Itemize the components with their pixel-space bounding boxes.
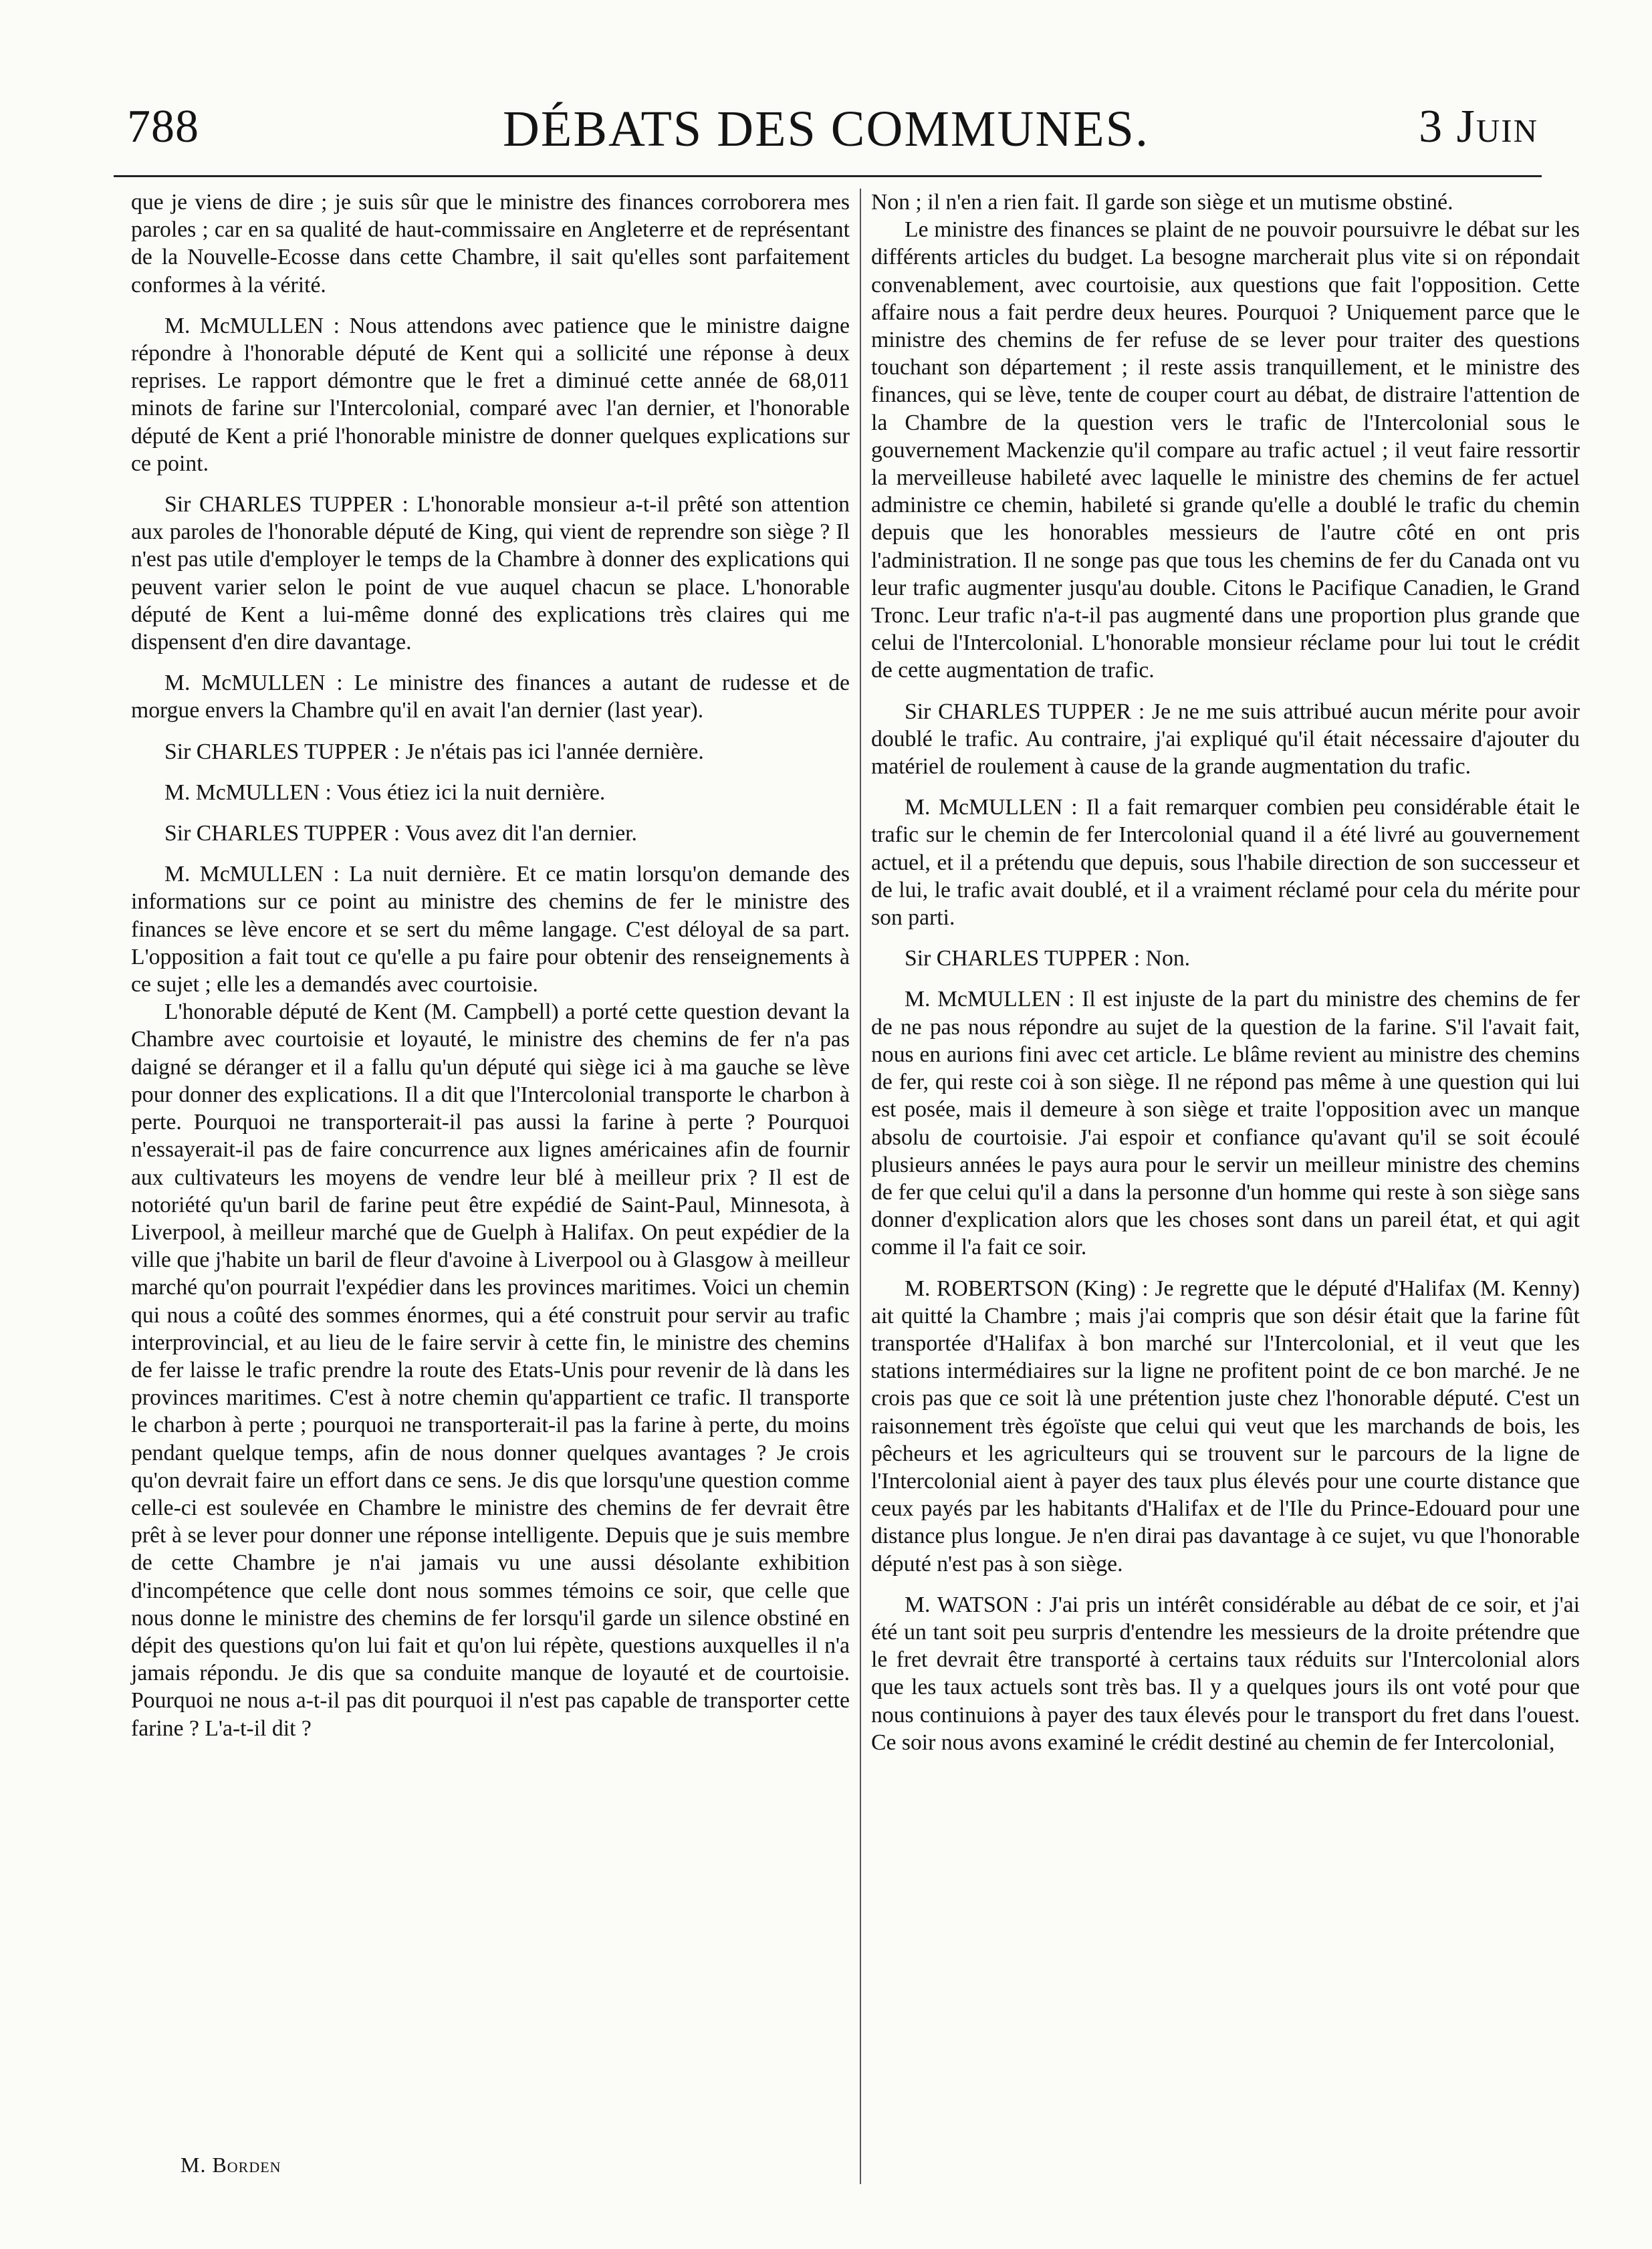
header-rule [114, 175, 1542, 177]
page-title: DÉBATS DES COMMUNES. [503, 101, 1149, 157]
paragraph: M. McMULLEN : Le ministre des finances a autant de rudesse et de morgue envers la Chambre qu'il en avait l'an dernier (last year). [131, 671, 850, 723]
paragraph: M. ROBERTSON (King) : Je regrette que le député d'Halifax (M. Kenny) ait quitté la Chambre ; mais j'ai compris que son désir était que la farine fût transportée d'Halifax à bon marché sur l'Intercolonial, et il veut que les stations intermédiaires sur la ligne ne profitent point de ce bon marché. Je ne crois pas que ce soit là une prétention juste chez l'honorable député. C'est un raisonnement très égoïste que celui qui veut que les marchands de bois, les pêcheurs et les agriculteurs qui se trouvent sur le parcours de la ligne de l'Intercolonial aient à payer des taux plus élevés pour une courte distance que ceux payés par les habitants d'Halifax et de l'Ile du Prince-Edouard pour une distance plus longue. Je n'en dirai pas davantage à ce sujet, vu que l'honorable député n'est pas à son siège. [871, 1276, 1580, 1576]
paragraph: Non ; il n'en a rien fait. Il garde son siège et un mutisme obstiné. [871, 190, 1453, 215]
paragraph: M. McMULLEN : Il a fait remarquer combien peu considérable était le trafic sur le chemin de fer Intercolonial quand il a été livré au gouvernement actuel, et il a prétendu que depuis, sous l'habile direction de son successeur et de lui, le trafic avait doublé, et il a vraiment réclamé pour cela du mérite pour son parti. [871, 795, 1580, 931]
paragraph: Sir CHARLES TUPPER : Je n'étais pas ici l'année dernière. [164, 739, 704, 764]
paragraph: M. McMULLEN : Nous attendons avec patience que le ministre daigne répondre à l'honorable député de Kent qui a sollicité une réponse à deux reprises. Le rapport démontre que le fret a diminué cette année de 68,011 minots de farine sur l'Intercolonial, comparé avec l'an dernier, et l'honorable député de Kent a prié l'honorable ministre de donner quelques explications sur ce point. [131, 313, 850, 476]
paragraph: M. WATSON : J'ai pris un intérêt considérable au débat de ce soir, et j'ai été un tant soit peu surpris d'entendre les messieurs de la droite prétendre que le fret devrait être transporté à certains taux réduits sur l'Intercolonial alors que les taux actuels sont très bas. Il y a quelques jours ils ont voté pour que nous continuions à payer des taux élevés pour le transport du fret dans l'ouest. Ce soir nous avons examiné le crédit destiné au chemin de fer Intercolonial, [871, 1592, 1580, 1755]
footer-signature: M. Borden [181, 2153, 281, 2177]
paragraph: Sir CHARLES TUPPER : Vous avez dit l'an dernier. [164, 821, 637, 846]
paragraph: Sir CHARLES TUPPER : Non. [905, 946, 1191, 971]
paragraph: M. McMULLEN : La nuit dernière. Et ce matin lorsqu'on demande des informations sur ce point au ministre des chemins de fer le ministre des finances se lève encore et se sert du même langage. C'est déloyal de sa part. L'opposition a fait tout ce qu'elle a pu faire pour obtenir des renseignements à ce sujet ; elle les a demandés avec courtoisie. [131, 862, 850, 997]
column-divider [860, 189, 861, 2184]
paragraph: que je viens de dire ; je suis sûr que le ministre des finances corroborera mes paroles ; car en sa qualité de haut-commissaire en Angleterre et de représentant de la Nouvelle-Ecosse dans cette Chambre, il sait qu'elles sont parfaitement conformes à la vérité. [131, 190, 850, 298]
page-date: 3 Juin [1419, 101, 1538, 152]
page-number: 788 [127, 101, 199, 152]
paragraph: M. McMULLEN : Vous étiez ici la nuit dernière. [164, 780, 606, 805]
paragraph: Sir CHARLES TUPPER : L'honorable monsieur a-t-il prêté son attention aux paroles de l'honorable député de King, qui vient de reprendre son siège ? Il n'est pas utile d'employer le temps de la Chambre à donner des explications qui peuvent varier selon le point de vue auquel chacun se place. L'honorable député de Kent a lui-même donné des explications très claires qui me dispensent d'en dire davantage. [131, 492, 850, 655]
left-column [131, 189, 850, 1742]
page-header [114, 100, 1538, 174]
right-column [871, 189, 1580, 1756]
paragraph: Le ministre des finances se plaint de ne pouvoir poursuivre le débat sur les différents articles du budget. La besogne marcherait plus vite si on répondait convenablement, avec courtoisie, aux questions que fait l'opposition. Cette affaire nous a fait perdre deux heures. Pourquoi ? Uniquement parce que le ministre des chemins de fer refuse de se lever pour traiter des questions touchant son département ; il reste assis tranquillement, et le ministre des finances, qui se lève, tente de couper court au débat, de distraire l'attention de la Chambre de la question vers le trafic de l'Intercolonial sous le gouvernement Mackenzie qu'il compare au trafic actuel ; il veut faire ressortir la merveilleuse habileté avec laquelle le ministre des chemins de fer actuel administre ce chemin, habileté si grande qu'elle a doublé le trafic du chemin depuis que les honorables messieurs de l'autre côté en ont pris l'administration. Il ne songe pas que tous les chemins de fer du Canada ont vu leur trafic augmenter jusqu'au double. Citons le Pacifique Canadien, le Grand Tronc. Leur trafic n'a-t-il pas augmenté dans une proportion plus grande que celui de l'Intercolonial. L'honorable monsieur réclame pour lui tout le crédit de cette augmentation de trafic. [871, 217, 1580, 683]
paragraph: L'honorable député de Kent (M. Campbell) a porté cette question devant la Chambre avec courtoisie et loyauté, le ministre des chemins de fer n'a pas daigné se déranger et il a fallu qu'un député qui siège ici à ma gauche se lève pour donner des explications. Il a dit que l'Intercolonial transporte le charbon à perte. Pourquoi ne transporterait-il pas aussi la farine à perte ? Pourquoi n'essayerait-il pas de faire concurrence aux lignes américaines afin de fournir aux cultivateurs les moyens de vendre leur blé à meilleur prix ? Il est de notoriété qu'un baril de farine peut être expédié de Saint-Paul, Minnesota, à Liverpool, à meilleur marché que de Guelph à Halifax. On peut expédier de la ville que j'habite un baril de fleur d'avoine à Liverpool ou à Glasgow à meilleur marché qu'on pourrait l'expédier dans les provinces maritimes. Voici un chemin qui nous a coûté des sommes énormes, qui a été construit pour servir au trafic interprovincial, et au lieu de le faire servir à cette fin, le ministre des chemins de fer laisse le trafic prendre la route des Etats-Unis pour revenir de là dans les provinces maritimes. C'est à notre chemin qu'appartient ce trafic. Il transporte le charbon à perte ; pourquoi ne transporterait-il pas la farine à perte, du moins pendant quelque temps, afin de nous donner quelques avantages ? Je crois qu'on devrait faire un effort dans ce sens. Je dis que lorsqu'une question comme celle-ci est soulevée en Chambre le ministre des chemins de fer devrait être prêt à se lever pour donner une réponse intelligente. Depuis que je suis membre de cette Chambre je n'ai jamais vu une aussi désolante exhibition d'incompétence que celle dont nous sommes témoins ce soir, que celle que nous donne le ministre des chemins de fer lorsqu'il garde un silence obstiné en dépit des questions qu'on lui fait et qu'on lui répète, questions auxquelles il n'a jamais répondu. Je dis que sa conduite manque de loyauté et de courtoisie. Pourquoi ne nous a-t-il pas dit pourquoi il n'est pas capable de transporter cette farine ? L'a-t-il dit ? [131, 999, 850, 1741]
paragraph: M. McMULLEN : Il est injuste de la part du ministre des chemins de fer de ne pas nous répondre au sujet de la question de la farine. S'il l'avait fait, nous en aurions fini avec cet article. Le blâme revient au ministre des chemins de fer, qui reste coi à son siège. Il ne répond pas même à une question qui lui est posée, mais il demeure à son siège et traite l'opposition avec un manque absolu de courtoisie. J'ai espoir et confiance qu'avant qu'il se soit écoulé plusieurs années le pays aura pour le servir un meilleur ministre des chemins de fer que celui qu'il a dans la personne d'un homme qui reste à son siège sans donner d'explication alors que les choses sont dans un pareil état, et qui agit comme il l'a fait ce soir. [871, 987, 1580, 1260]
paragraph: Sir CHARLES TUPPER : Je ne me suis attribué aucun mérite pour avoir doublé le trafic. Au contraire, j'ai expliqué qu'il était nécessaire d'ajouter du matériel de roulement à cause de la grande augmentation du trafic. [871, 699, 1580, 780]
